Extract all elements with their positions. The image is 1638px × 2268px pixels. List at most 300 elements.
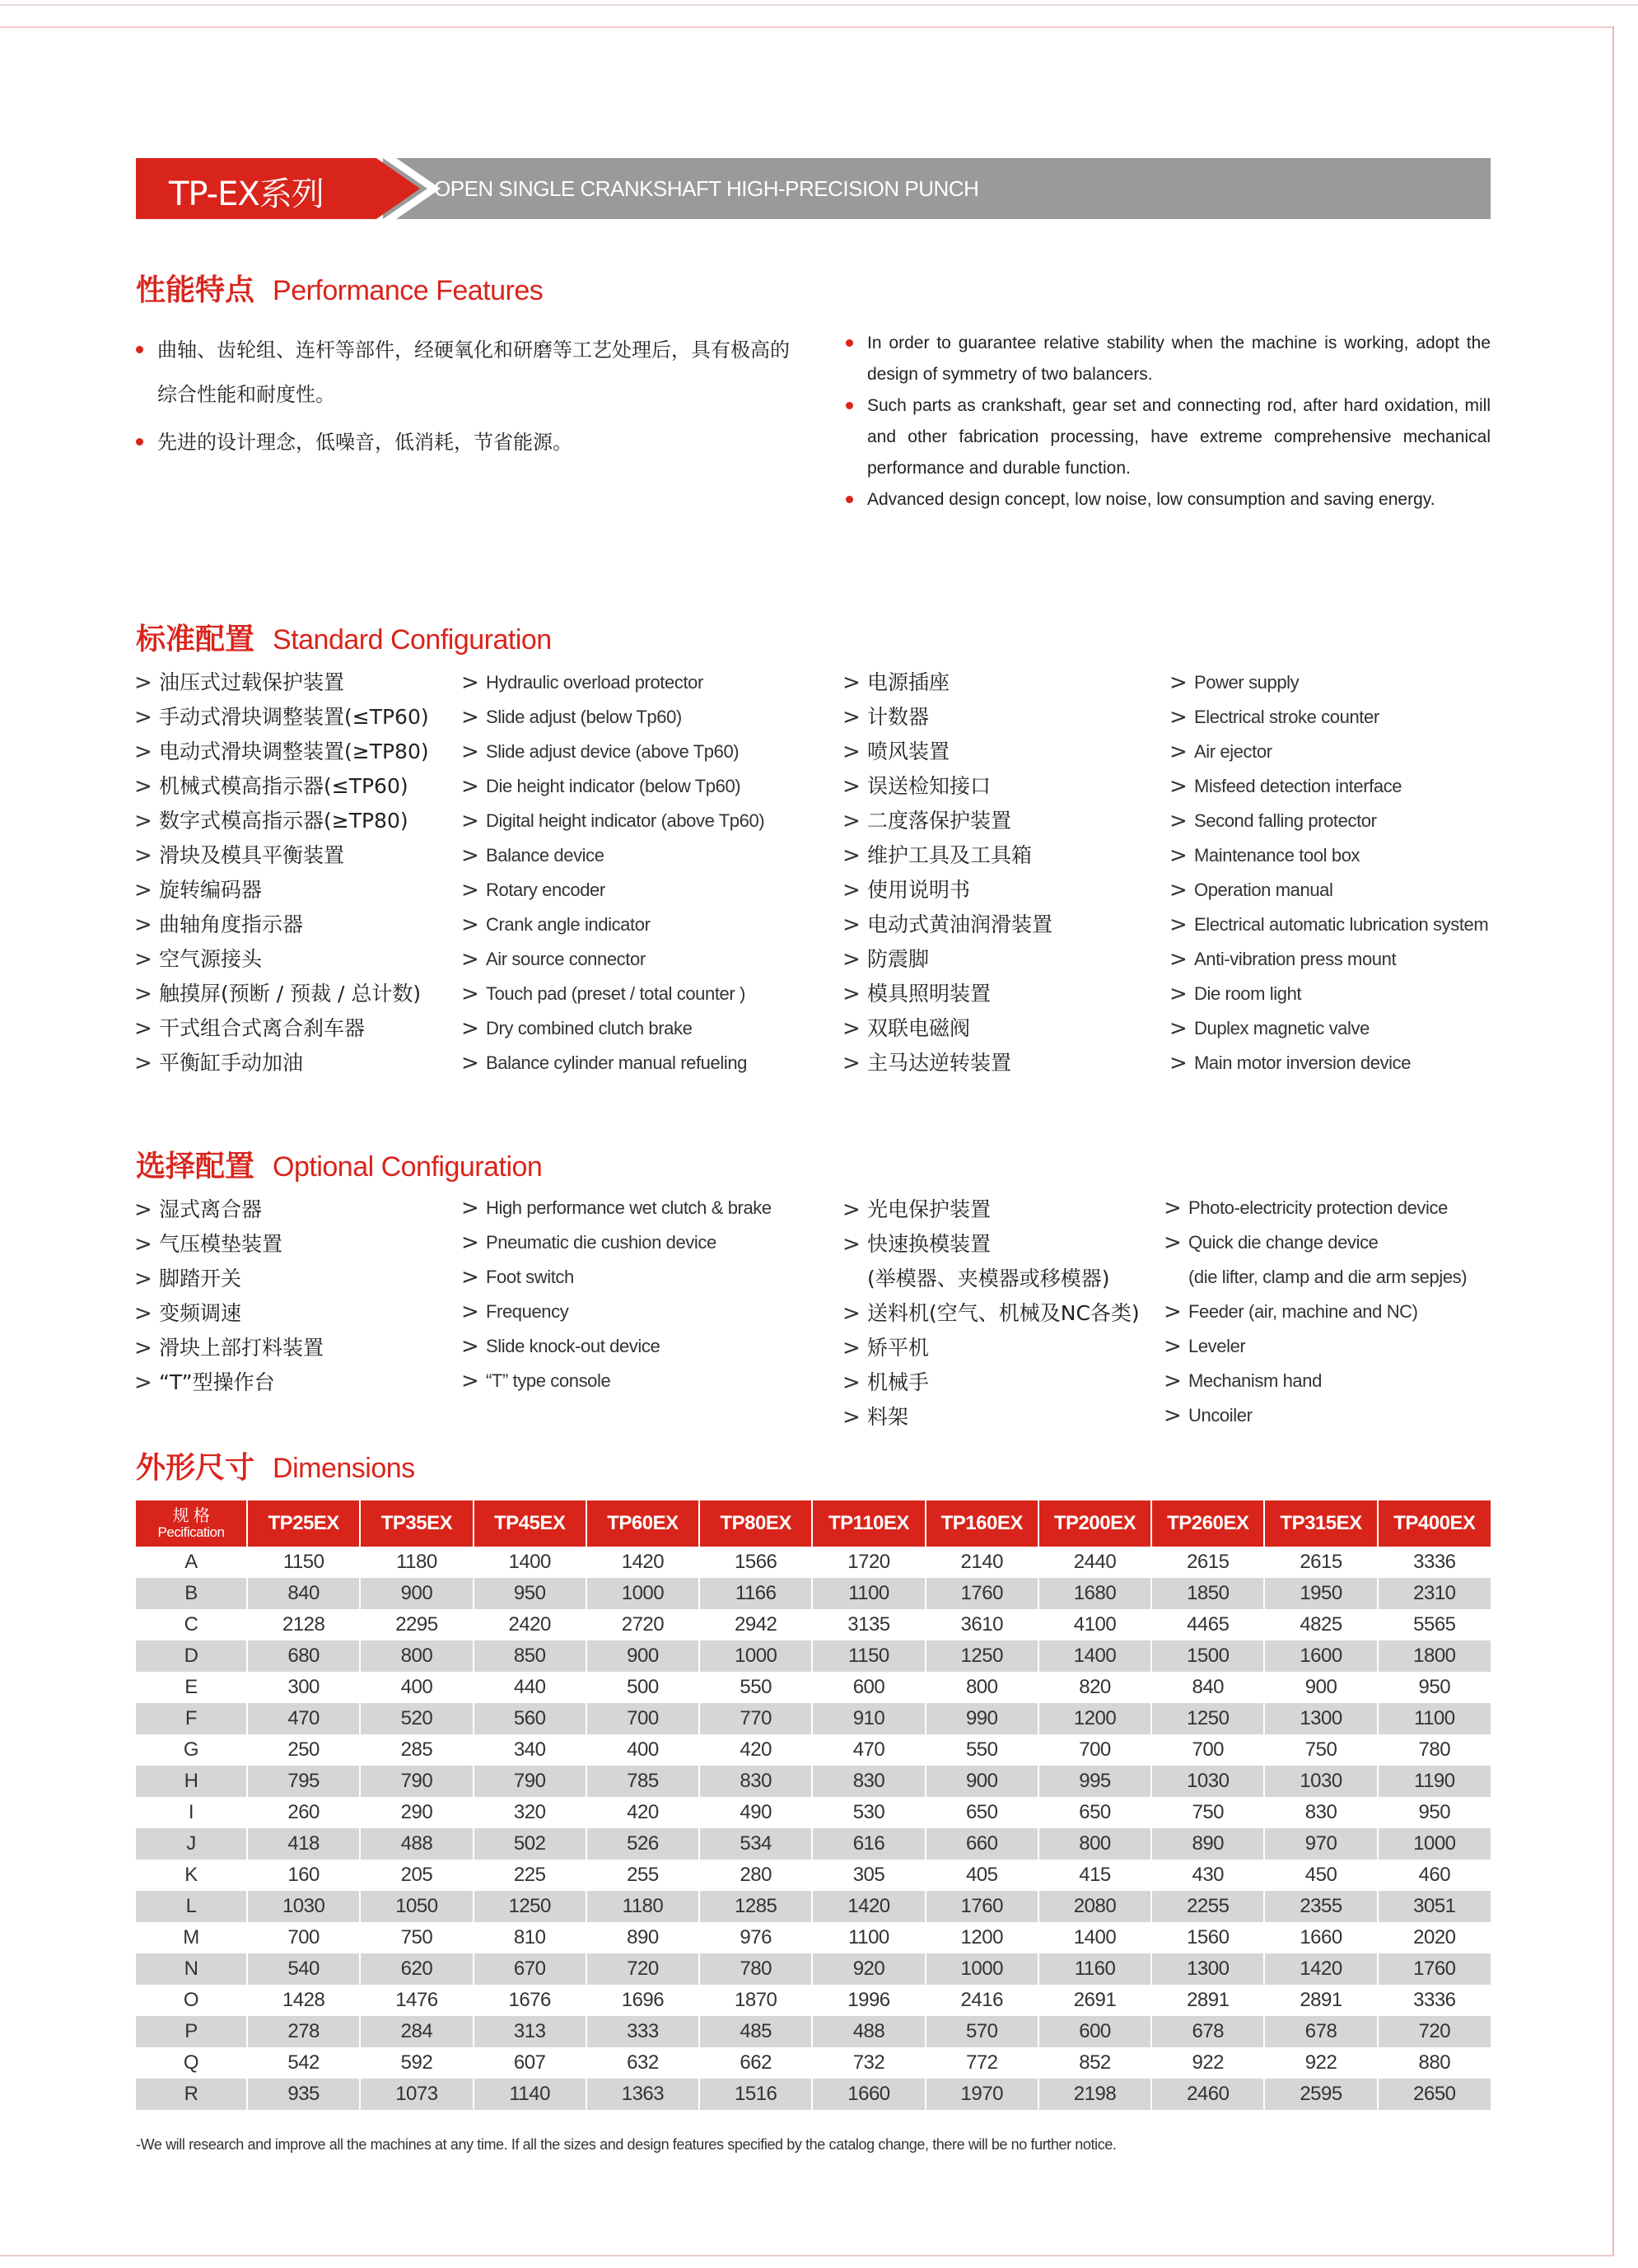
- table-cell: 1560: [1151, 1922, 1264, 1953]
- table-row: [136, 1703, 1491, 1734]
- chevron-right-icon: >: [461, 809, 479, 833]
- table-cell: 850: [474, 1640, 586, 1672]
- chevron-right-icon: >: [461, 947, 479, 972]
- list-item: [846, 390, 1491, 484]
- chevron-right-icon: >: [1169, 809, 1188, 833]
- list-item-label: Balance device: [486, 845, 604, 866]
- chevron-right-icon: >: [461, 740, 479, 764]
- table-cell: 592: [360, 2047, 473, 2079]
- chevron-right-icon: >: [842, 1370, 861, 1395]
- table-cell: 820: [1038, 1672, 1151, 1703]
- table-cell: 2650: [1378, 2079, 1491, 2110]
- list-item: [134, 942, 429, 977]
- table-cell: 1363: [586, 2079, 699, 2110]
- table-cell: 840: [1151, 1672, 1264, 1703]
- model-header-cell: TP80EX: [699, 1500, 812, 1547]
- list-item: [461, 873, 764, 908]
- bullet-dot: [846, 402, 853, 409]
- list-item: [461, 838, 764, 873]
- list-item-label: 模具照明装置: [867, 982, 992, 1006]
- chevron-right-icon: >: [842, 912, 861, 937]
- chevron-right-icon: >: [134, 1267, 152, 1291]
- list-item-label: 计数器: [867, 705, 930, 729]
- dimension-label-cell: C: [136, 1609, 247, 1640]
- optional-list-cn-2: [842, 1192, 1140, 1435]
- table-cell: 970: [1264, 1828, 1377, 1860]
- list-item: [842, 908, 1052, 942]
- table-cell: 600: [1038, 2016, 1151, 2047]
- chevron-right-icon: >: [461, 843, 479, 868]
- table-row: [136, 1922, 1491, 1953]
- table-cell: 1150: [247, 1547, 360, 1578]
- model-header-cell: TP45EX: [474, 1500, 586, 1547]
- standard-list-cn-1: [134, 665, 429, 1080]
- table-cell: 1996: [812, 1985, 925, 2016]
- table-cell: 990: [926, 1703, 1038, 1734]
- chevron-right-icon: >: [134, 878, 152, 903]
- table-cell: 1100: [812, 1578, 925, 1609]
- list-item: [842, 1262, 1140, 1296]
- table-cell: 3336: [1378, 1985, 1491, 2016]
- table-cell: 720: [586, 1953, 699, 1985]
- table-cell: 520: [360, 1703, 473, 1734]
- list-item-label: Second falling protector: [1194, 810, 1377, 831]
- table-cell: 1150: [812, 1640, 925, 1672]
- table-cell: 1250: [1151, 1703, 1264, 1734]
- table-cell: 205: [360, 1860, 473, 1891]
- table-cell: 770: [699, 1703, 812, 1734]
- list-item: [1164, 1329, 1467, 1364]
- table-row: [136, 1609, 1491, 1640]
- table-cell: 950: [1378, 1797, 1491, 1828]
- list-item-label: “T”型操作台: [159, 1370, 275, 1394]
- table-cell: 1190: [1378, 1766, 1491, 1797]
- list-item-label: Feeder (air, machine and NC): [1188, 1301, 1418, 1322]
- chevron-right-icon: >: [1169, 774, 1188, 799]
- table-cell: 1000: [926, 1953, 1038, 1985]
- series-subtitle: OPEN SINGLE CRANKSHAFT HIGH-PRECISION PUNCH: [434, 176, 979, 201]
- chevron-right-icon: >: [842, 1197, 861, 1222]
- table-cell: 400: [586, 1734, 699, 1766]
- optional-list-en-2: [1164, 1191, 1467, 1433]
- table-row: [136, 1985, 1491, 2016]
- table-cell: 560: [474, 1703, 586, 1734]
- list-item-label: Slide adjust (below Tp60): [486, 707, 682, 727]
- chevron-right-icon: >: [842, 843, 861, 868]
- list-item-label: Balance cylinder manual refueling: [486, 1052, 747, 1073]
- list-item-label: 电动式滑块调整装置(≥TP80): [159, 740, 429, 763]
- list-item: [1169, 908, 1488, 942]
- table-cell: 2255: [1151, 1891, 1264, 1922]
- table-cell: 1760: [926, 1891, 1038, 1922]
- table-cell: 1660: [1264, 1922, 1377, 1953]
- list-item: [461, 1295, 772, 1329]
- chevron-right-icon: >: [134, 1051, 152, 1076]
- list-item: [461, 1046, 764, 1080]
- list-item: [846, 328, 1491, 390]
- list-item: [461, 977, 764, 1011]
- table-cell: 1200: [926, 1922, 1038, 1953]
- list-item: [134, 665, 429, 700]
- chevron-right-icon: >: [461, 1369, 479, 1393]
- table-cell: 2440: [1038, 1547, 1151, 1578]
- table-row: [136, 1953, 1491, 1985]
- table-cell: 1760: [1378, 1953, 1491, 1985]
- series-banner: [136, 158, 1491, 219]
- standard-heading: [136, 616, 552, 658]
- list-item: [134, 1227, 324, 1262]
- list-item: [461, 665, 764, 700]
- list-item-label: 滑块及模具平衡装置: [159, 843, 345, 867]
- table-cell: 284: [360, 2016, 473, 2047]
- list-item-label: Misfeed detection interface: [1194, 776, 1402, 796]
- list-item: [1164, 1398, 1467, 1433]
- list-item-label: Mechanism hand: [1188, 1370, 1322, 1391]
- table-cell: 1760: [926, 1578, 1038, 1609]
- list-item: [842, 735, 1052, 769]
- table-cell: 440: [474, 1672, 586, 1703]
- list-item-label: 二度落保护装置: [867, 809, 1012, 833]
- table-cell: 900: [360, 1578, 473, 1609]
- list-item-label: Hydraulic overload protector: [486, 672, 703, 693]
- table-cell: 900: [926, 1766, 1038, 1797]
- table-cell: 313: [474, 2016, 586, 2047]
- chevron-right-icon: >: [1169, 1051, 1188, 1076]
- table-cell: 950: [1378, 1672, 1491, 1703]
- table-cell: 485: [699, 2016, 812, 2047]
- list-item-label: 主马达逆转装置: [867, 1051, 1012, 1075]
- dimensions-heading: [136, 1444, 415, 1486]
- list-item: [461, 1191, 772, 1225]
- dimension-label-cell: H: [136, 1766, 247, 1797]
- chevron-right-icon: >: [461, 1334, 479, 1359]
- table-cell: 1420: [586, 1547, 699, 1578]
- chevron-right-icon: >: [461, 774, 479, 799]
- table-cell: 225: [474, 1860, 586, 1891]
- spec-header-cell: [136, 1500, 247, 1547]
- table-cell: 550: [926, 1734, 1038, 1766]
- table-cell: 830: [699, 1766, 812, 1797]
- table-cell: 278: [247, 2016, 360, 2047]
- chevron-right-icon: >: [842, 982, 861, 1006]
- chevron-right-icon: >: [842, 774, 861, 799]
- chevron-right-icon: >: [134, 1336, 152, 1360]
- list-item-label: (die lifter, clamp and die arm sepjes): [1188, 1267, 1468, 1287]
- dimensions-heading-cn: 外形尺寸: [136, 1451, 255, 1485]
- table-row: [136, 1640, 1491, 1672]
- table-cell: 780: [1378, 1734, 1491, 1766]
- table-cell: 500: [586, 1672, 699, 1703]
- list-item-label: 防震脚: [867, 947, 930, 971]
- chevron-right-icon: >: [1169, 947, 1188, 972]
- list-item-text: 曲轴、齿轮组、连杆等部件，经硬氧化和研磨等工艺处理后，具有极高的综合性能和耐度性。: [157, 338, 790, 406]
- model-header-cell: TP315EX: [1264, 1500, 1377, 1547]
- table-cell: 285: [360, 1734, 473, 1766]
- table-cell: 840: [247, 1578, 360, 1609]
- chevron-right-icon: >: [134, 947, 152, 972]
- list-item: [1164, 1260, 1467, 1295]
- list-item-label: 维护工具及工具箱: [867, 843, 1033, 867]
- table-row: [136, 1860, 1491, 1891]
- list-item: [1164, 1191, 1467, 1225]
- dimension-label-cell: A: [136, 1547, 247, 1578]
- list-item-label: Rotary encoder: [486, 880, 605, 900]
- list-item: [134, 735, 429, 769]
- list-item: [461, 1364, 772, 1398]
- list-item: [1169, 873, 1488, 908]
- chevron-right-icon: >: [134, 1301, 152, 1326]
- table-cell: 1400: [1038, 1640, 1151, 1672]
- list-item-label: Leveler: [1188, 1336, 1246, 1356]
- table-cell: 2460: [1151, 2079, 1264, 2110]
- table-cell: 1428: [247, 1985, 360, 2016]
- list-item: [134, 1296, 324, 1331]
- model-header-cell: TP110EX: [812, 1500, 925, 1547]
- list-item-label: 干式组合式离合刹车器: [159, 1016, 366, 1040]
- list-item-label: Operation manual: [1194, 880, 1333, 900]
- list-item-label: Slide knock-out device: [486, 1336, 660, 1356]
- chevron-right-icon: >: [842, 1301, 861, 1326]
- table-cell: 1000: [586, 1578, 699, 1609]
- table-cell: 650: [926, 1797, 1038, 1828]
- table-row: [136, 2016, 1491, 2047]
- footnote: -We will research and improve all the machines at any time. If all the sizes and design features specified by the catalog change, there will be no further notice.: [136, 2136, 1117, 2153]
- list-item-label: Main motor inversion device: [1194, 1052, 1412, 1073]
- chevron-right-icon: >: [842, 1016, 861, 1041]
- standard-heading-cn: 标准配置: [136, 623, 255, 656]
- table-cell: 810: [474, 1922, 586, 1953]
- table-cell: 935: [247, 2079, 360, 2110]
- list-item: [842, 1400, 1140, 1435]
- table-cell: 852: [1038, 2047, 1151, 2079]
- table-cell: 2310: [1378, 1578, 1491, 1609]
- table-cell: 1285: [699, 1891, 812, 1922]
- list-item-label: Maintenance tool box: [1194, 845, 1360, 866]
- chevron-right-icon: >: [1164, 1230, 1182, 1255]
- table-cell: 333: [586, 2016, 699, 2047]
- list-item: [1169, 977, 1488, 1011]
- list-item: [134, 1331, 324, 1365]
- chevron-right-icon: >: [1169, 878, 1188, 903]
- list-item-label: Electrical stroke counter: [1194, 707, 1379, 727]
- bullet-dot: [846, 496, 853, 503]
- list-item: [842, 1296, 1140, 1331]
- table-cell: 1476: [360, 1985, 473, 2016]
- dimension-label-cell: P: [136, 2016, 247, 2047]
- table-cell: 1030: [1151, 1766, 1264, 1797]
- table-cell: 534: [699, 1828, 812, 1860]
- list-item: [842, 1227, 1140, 1262]
- list-item: [134, 1046, 429, 1080]
- table-cell: 1400: [474, 1547, 586, 1578]
- table-cell: 720: [1378, 2016, 1491, 2047]
- table-cell: 1850: [1151, 1578, 1264, 1609]
- table-cell: 2942: [699, 1609, 812, 1640]
- table-cell: 790: [474, 1766, 586, 1797]
- list-item-label: 矫平机: [867, 1336, 930, 1360]
- table-cell: 490: [699, 1797, 812, 1828]
- optional-list-en-1: [461, 1191, 772, 1398]
- chevron-right-icon: >: [842, 670, 861, 695]
- list-item-label: 双联电磁阀: [867, 1016, 971, 1040]
- chevron-right-icon: >: [461, 1051, 479, 1076]
- list-item-label: 油压式过载保护装置: [159, 670, 345, 694]
- chevron-right-icon: >: [461, 912, 479, 937]
- table-cell: 1870: [699, 1985, 812, 2016]
- table-cell: 2595: [1264, 2079, 1377, 2110]
- table-cell: 1516: [699, 2079, 812, 2110]
- spec-header-cn: 规 格: [172, 1505, 210, 1525]
- list-item: [134, 1262, 324, 1296]
- table-cell: 320: [474, 1797, 586, 1828]
- list-item: [134, 1011, 429, 1046]
- list-item-label: High performance wet clutch & brake: [486, 1197, 772, 1218]
- list-item-label: 快速换模装置: [867, 1232, 992, 1256]
- frame-line-bottom: [0, 2255, 1614, 2256]
- table-cell: 2128: [247, 1609, 360, 1640]
- table-cell: 450: [1264, 1860, 1377, 1891]
- table-cell: 1180: [586, 1891, 699, 1922]
- table-cell: 470: [247, 1703, 360, 1734]
- list-item: [461, 700, 764, 735]
- table-cell: 1420: [1264, 1953, 1377, 1985]
- list-item: [842, 1192, 1140, 1227]
- list-item-text: Such parts as crankshaft, gear set and connecting rod, after hard oxidation, mill and other fabrication processing, have extreme comprehensive mechanical performance and durable function.: [867, 396, 1491, 478]
- table-cell: 300: [247, 1672, 360, 1703]
- dimension-label-cell: E: [136, 1672, 247, 1703]
- table-cell: 400: [360, 1672, 473, 1703]
- table-cell: 1600: [1264, 1640, 1377, 1672]
- dimension-label-cell: L: [136, 1891, 247, 1922]
- list-item-label: “T” type console: [486, 1370, 611, 1391]
- table-cell: 4100: [1038, 1609, 1151, 1640]
- table-cell: 1073: [360, 2079, 473, 2110]
- list-item-label: 曲轴角度指示器: [159, 912, 304, 936]
- list-item: [461, 1260, 772, 1295]
- chevron-right-icon: >: [461, 1230, 479, 1255]
- table-cell: 607: [474, 2047, 586, 2079]
- list-item: [461, 804, 764, 838]
- chevron-right-icon: >: [134, 1232, 152, 1257]
- table-cell: 1566: [699, 1547, 812, 1578]
- table-cell: 4465: [1151, 1609, 1264, 1640]
- list-item-label: Anti-vibration press mount: [1194, 949, 1397, 969]
- model-header-cell: TP60EX: [586, 1500, 699, 1547]
- chevron-right-icon: >: [461, 1300, 479, 1324]
- list-item: [842, 700, 1052, 735]
- performance-heading-cn: 性能特点: [136, 273, 255, 307]
- list-item-label: 数字式模高指示器(≥TP80): [159, 809, 408, 833]
- list-item-text: In order to guarantee relative stability when the machine is working, adopt the design of symmetry of two balancers.: [867, 334, 1491, 384]
- list-item: [134, 804, 429, 838]
- table-cell: 800: [1038, 1828, 1151, 1860]
- table-cell: 488: [812, 2016, 925, 2047]
- table-cell: 4825: [1264, 1609, 1377, 1640]
- chevron-right-icon: >: [842, 1405, 861, 1430]
- list-item-label: 滑块上部打料装置: [159, 1336, 324, 1360]
- table-cell: 632: [586, 2047, 699, 2079]
- list-item: [1169, 838, 1488, 873]
- performance-list-en: [846, 328, 1491, 516]
- table-cell: 502: [474, 1828, 586, 1860]
- chevron-right-icon: >: [1169, 670, 1188, 695]
- list-item: [842, 804, 1052, 838]
- dimension-label-cell: N: [136, 1953, 247, 1985]
- table-row: [136, 1891, 1491, 1922]
- table-cell: 650: [1038, 1797, 1151, 1828]
- list-item-label: Slide adjust device (above Tp60): [486, 741, 740, 762]
- list-item: [842, 665, 1052, 700]
- table-cell: 260: [247, 1797, 360, 1828]
- chevron-right-icon: >: [1169, 705, 1188, 730]
- list-item-text: Advanced design concept, low noise, low consumption and saving energy.: [867, 490, 1435, 509]
- chevron-right-icon: >: [461, 670, 479, 695]
- dimension-label-cell: K: [136, 1860, 247, 1891]
- table-cell: 3610: [926, 1609, 1038, 1640]
- table-cell: 660: [926, 1828, 1038, 1860]
- list-item: [842, 1046, 1052, 1080]
- list-item-label: Air ejector: [1194, 741, 1272, 762]
- table-cell: 678: [1264, 2016, 1377, 2047]
- table-row: [136, 1672, 1491, 1703]
- table-cell: 1100: [1378, 1703, 1491, 1734]
- table-cell: 2891: [1264, 1985, 1377, 2016]
- table-cell: 1696: [586, 1985, 699, 2016]
- list-item-label: 使用说明书: [867, 878, 971, 902]
- chevron-right-icon: >: [134, 670, 152, 695]
- table-cell: 750: [1151, 1797, 1264, 1828]
- list-item-label: 湿式离合器: [159, 1197, 263, 1221]
- list-item-label: Quick die change device: [1188, 1232, 1379, 1253]
- dimensions-table: [136, 1500, 1491, 2110]
- chevron-right-icon: >: [842, 1336, 861, 1360]
- table-cell: 2198: [1038, 2079, 1151, 2110]
- table-cell: 785: [586, 1766, 699, 1797]
- model-header-cell: TP260EX: [1151, 1500, 1264, 1547]
- table-cell: 570: [926, 2016, 1038, 2047]
- chevron-right-icon: >: [1164, 1300, 1182, 1324]
- list-item: [1169, 769, 1488, 804]
- table-cell: 530: [812, 1797, 925, 1828]
- table-cell: 526: [586, 1828, 699, 1860]
- list-item: [134, 700, 429, 735]
- chevron-right-icon: >: [134, 774, 152, 799]
- dimension-label-cell: F: [136, 1703, 247, 1734]
- table-cell: 920: [812, 1953, 925, 1985]
- performance-list-cn: [136, 328, 795, 464]
- chevron-right-icon: >: [1164, 1334, 1182, 1359]
- table-cell: 795: [247, 1766, 360, 1797]
- model-header-cell: TP160EX: [926, 1500, 1038, 1547]
- list-item-label: Digital height indicator (above Tp60): [486, 810, 765, 831]
- list-item-label: 电动式黄油润滑装置: [867, 912, 1053, 936]
- model-header-cell: TP25EX: [247, 1500, 360, 1547]
- table-cell: 415: [1038, 1860, 1151, 1891]
- spec-header-en: Pecification: [157, 1524, 225, 1540]
- table-cell: 1050: [360, 1891, 473, 1922]
- list-item-label: Uncoiler: [1188, 1405, 1253, 1426]
- table-cell: 890: [1151, 1828, 1264, 1860]
- bullet-dot: [136, 346, 143, 353]
- chevron-right-icon: >: [842, 740, 861, 764]
- list-item: [461, 1011, 764, 1046]
- table-cell: 340: [474, 1734, 586, 1766]
- table-cell: 3336: [1378, 1547, 1491, 1578]
- table-row: [136, 1578, 1491, 1609]
- table-cell: 790: [360, 1766, 473, 1797]
- table-cell: 1030: [247, 1891, 360, 1922]
- table-cell: 1400: [1038, 1922, 1151, 1953]
